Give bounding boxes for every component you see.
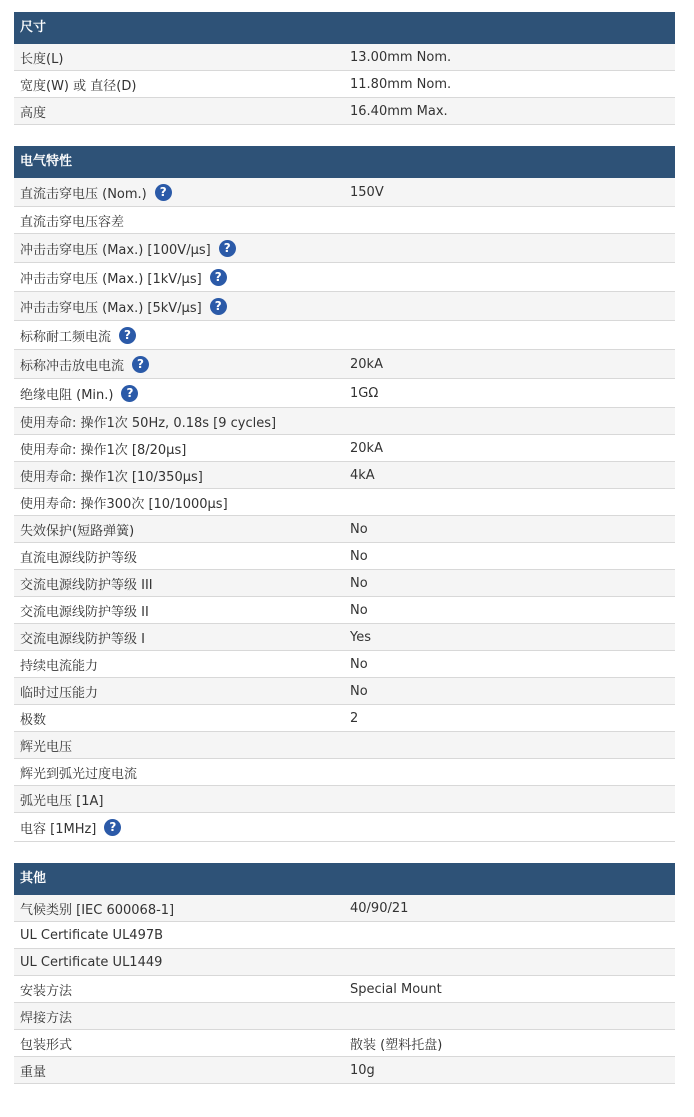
spec-value: 11.80mm Nom. <box>350 76 452 92</box>
spec-value: No <box>350 575 368 591</box>
spec-row <box>14 543 675 570</box>
section-electrical <box>14 146 675 842</box>
spec-value: No <box>350 602 368 618</box>
spec-label: 使用寿命: 操作1次 [10/350µs] <box>20 469 203 485</box>
spec-value: No <box>350 548 368 564</box>
spec-label: 安装方法 <box>20 983 73 999</box>
spec-label: 极数 <box>20 712 47 728</box>
spec-label: 气候类别 [IEC 600068-1] <box>20 902 175 918</box>
spec-row <box>14 516 675 543</box>
spec-row <box>14 44 675 71</box>
help-icon[interactable]: ? <box>121 385 138 402</box>
spec-row <box>14 292 675 321</box>
spec-row <box>14 350 675 379</box>
spec-row <box>14 976 675 1003</box>
spec-label: 标称冲击放电电流 <box>20 358 125 374</box>
spec-row <box>14 462 675 489</box>
spec-label: 直流击穿电压 (Nom.) <box>20 186 147 202</box>
spec-label: 高度 <box>20 105 47 121</box>
spec-row <box>14 178 675 207</box>
spec-row <box>14 263 675 292</box>
section-header: 其他 <box>14 863 675 895</box>
spec-row <box>14 98 675 125</box>
help-icon[interactable]: ? <box>104 819 121 836</box>
help-icon[interactable]: ? <box>210 269 227 286</box>
spec-value: 4kA <box>350 467 375 483</box>
section-other <box>14 863 675 1084</box>
spec-label: 重量 <box>20 1064 47 1080</box>
spec-row <box>14 1030 675 1057</box>
spec-row <box>14 922 675 949</box>
section-header: 尺寸 <box>14 12 675 44</box>
spec-value: No <box>350 656 368 672</box>
spec-row <box>14 651 675 678</box>
spec-label: 焊接方法 <box>20 1010 73 1026</box>
spec-value: Special Mount <box>350 981 442 997</box>
spec-row <box>14 949 675 976</box>
spec-row <box>14 379 675 408</box>
spec-row <box>14 732 675 759</box>
spec-label: 冲击击穿电压 (Max.) [5kV/µs] <box>20 300 202 316</box>
spec-row <box>14 1057 675 1084</box>
spec-label: 使用寿命: 操作1次 50Hz, 0.18s [9 cycles] <box>20 415 277 431</box>
spec-label: 交流电源线防护等级 II <box>20 604 149 620</box>
spec-value: 20kA <box>350 440 383 456</box>
spec-label: 直流电源线防护等级 <box>20 550 138 566</box>
spec-value: 40/90/21 <box>350 900 409 916</box>
spec-value: 150V <box>350 184 384 200</box>
spec-label: UL Certificate UL1449 <box>20 954 163 970</box>
spec-label: 辉光到弧光过度电流 <box>20 766 138 782</box>
spec-label: 冲击击穿电压 (Max.) [100V/µs] <box>20 242 211 258</box>
spec-row <box>14 759 675 786</box>
spec-label: 使用寿命: 操作300次 [10/1000µs] <box>20 496 228 512</box>
spec-row <box>14 207 675 234</box>
spec-row <box>14 234 675 263</box>
spec-value: 10g <box>350 1062 375 1078</box>
spec-value: 1GΩ <box>350 385 379 401</box>
spec-label: 标称耐工频电流 <box>20 329 112 345</box>
spec-row <box>14 408 675 435</box>
spec-label: 交流电源线防护等级 I <box>20 631 145 647</box>
spec-label: 辉光电压 <box>20 739 73 755</box>
spec-label: 电容 [1MHz] <box>20 821 97 837</box>
spec-value: 13.00mm Nom. <box>350 49 452 65</box>
spec-row <box>14 435 675 462</box>
spec-label: 失效保护(短路弹簧) <box>20 523 135 539</box>
spec-label: 长度(L) <box>20 51 64 67</box>
spec-value: 散装 (塑料托盘) <box>350 1037 443 1053</box>
spec-label: UL Certificate UL497B <box>20 927 164 943</box>
help-icon[interactable]: ? <box>119 327 136 344</box>
section-header: 电气特性 <box>14 146 675 178</box>
spec-row <box>14 786 675 813</box>
spec-row <box>14 624 675 651</box>
spec-row <box>14 813 675 842</box>
spec-row <box>14 678 675 705</box>
spec-label: 包装形式 <box>20 1037 73 1053</box>
spec-row <box>14 489 675 516</box>
spec-label: 冲击击穿电压 (Max.) [1kV/µs] <box>20 271 202 287</box>
spec-row <box>14 895 675 922</box>
spec-label: 交流电源线防护等级 III <box>20 577 153 593</box>
spec-label: 弧光电压 [1A] <box>20 793 104 809</box>
spec-value: No <box>350 521 368 537</box>
spec-value: Yes <box>350 629 371 645</box>
help-icon[interactable]: ? <box>155 184 172 201</box>
spec-label: 临时过压能力 <box>20 685 99 701</box>
spec-row <box>14 321 675 350</box>
help-icon[interactable]: ? <box>219 240 236 257</box>
spec-value: 16.40mm Max. <box>350 103 448 119</box>
spec-label: 持续电流能力 <box>20 658 99 674</box>
spec-value: 20kA <box>350 356 383 372</box>
spec-row <box>14 71 675 98</box>
spec-value: 2 <box>350 710 359 726</box>
spec-label: 直流击穿电压容差 <box>20 214 125 230</box>
spec-label: 宽度(W) 或 直径(D) <box>20 78 137 94</box>
spec-label: 绝缘电阻 (Min.) <box>20 387 114 403</box>
section-dimensions <box>14 12 675 125</box>
spec-row <box>14 570 675 597</box>
help-icon[interactable]: ? <box>132 356 149 373</box>
spec-row <box>14 1003 675 1030</box>
spec-row <box>14 597 675 624</box>
help-icon[interactable]: ? <box>210 298 227 315</box>
spec-value: No <box>350 683 368 699</box>
spec-row <box>14 705 675 732</box>
spec-label: 使用寿命: 操作1次 [8/20µs] <box>20 442 187 458</box>
